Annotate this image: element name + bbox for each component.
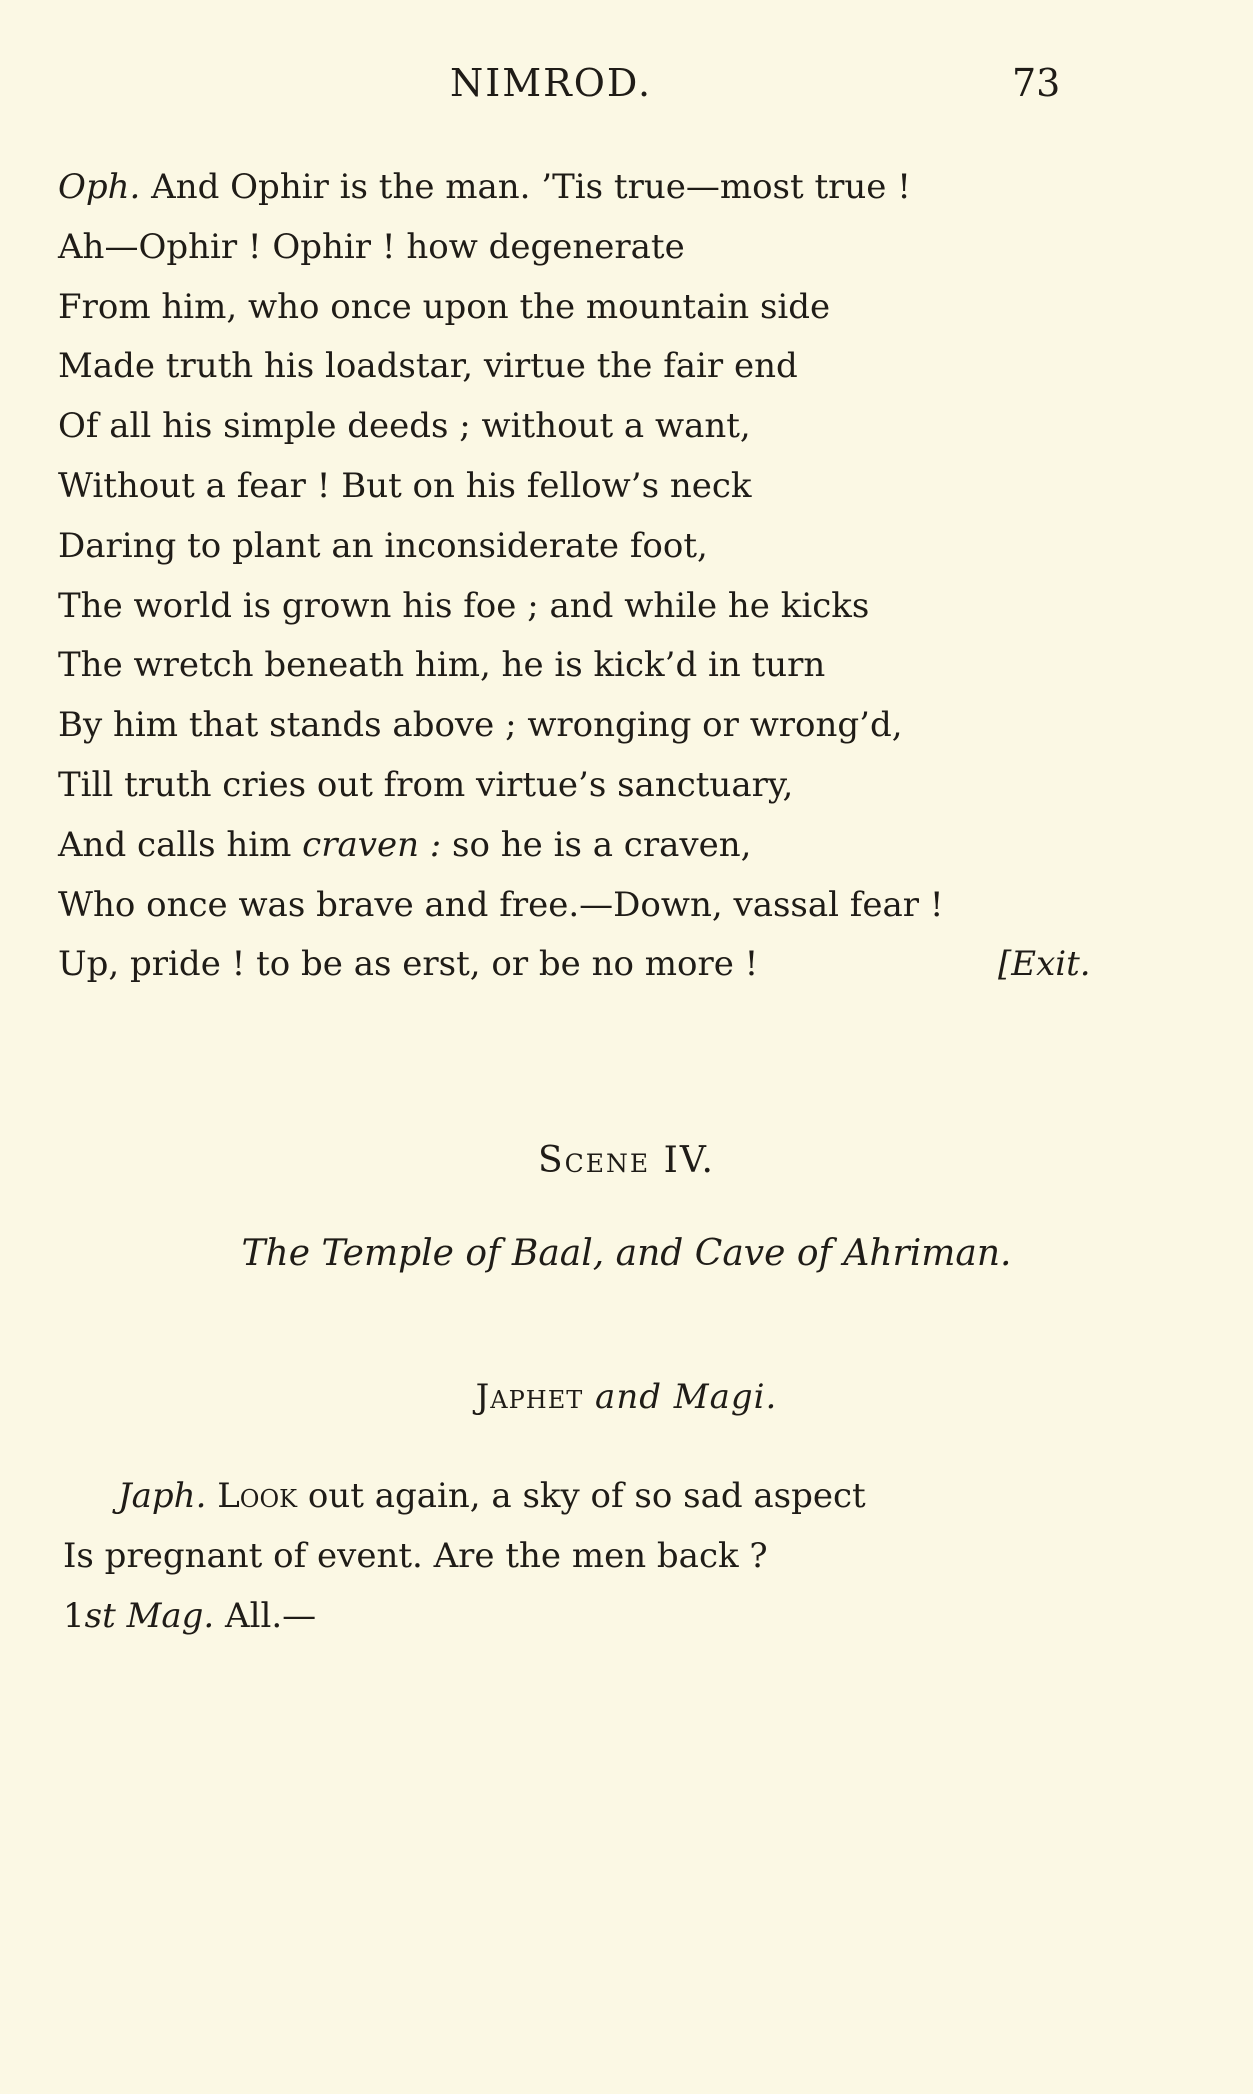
dialogue-first-word: Look <box>217 1476 298 1516</box>
scene-word-rest: cene <box>564 1140 651 1181</box>
verse-line-13: Who once was brave and free.—Down, vassal fear ! <box>58 884 944 925</box>
japhet-text-1: out again, a sky of so sad aspect <box>307 1476 866 1516</box>
exit-direction: [Exit. <box>998 944 1091 985</box>
verse-line-8: The world is grown his foe ; and while he kicks <box>58 585 870 626</box>
verse-line-5: Of all his simple deeds ; without a want, <box>58 406 751 447</box>
page-number: 73 <box>1012 61 1061 105</box>
magus-prefix-number <box>63 1596 116 1636</box>
verse-line-12 <box>58 816 1208 876</box>
verse-text-14: Up, pride ! to be as erst, or be no more ! <box>58 944 759 985</box>
running-title: NIMROD. <box>450 61 653 105</box>
stage-character-magi: and Magi. <box>595 1377 778 1417</box>
speaker-label-oph: Oph. <box>58 167 141 207</box>
verse-line-14 <box>58 935 1208 995</box>
verse-line-10: By him that stands above ; wronging or wrong’d, <box>58 705 903 746</box>
verse-text-1: And Ophir is the man. ’Tis true—most true ! <box>151 167 911 207</box>
speaker-label-mag: Mag. <box>126 1596 215 1636</box>
verse-line-6: Without a fear ! But on his fellow’s neck <box>58 465 752 506</box>
scene-word-initial: S <box>537 1140 565 1181</box>
verse-text-12b: so he is a craven, <box>452 824 752 865</box>
verse-line-2: Ah—Ophir ! Ophir ! how degenerate <box>58 226 685 267</box>
verse-line-1 <box>58 158 1208 218</box>
scene-characters <box>0 1377 1253 1417</box>
scene-heading <box>0 1140 1253 1181</box>
ophir-speech <box>58 158 1208 995</box>
verse-line-11: Till truth cries out from virtue’s sanctuary, <box>58 764 794 805</box>
japhet-line-1 <box>63 1466 866 1526</box>
scene-numeral: IV. <box>663 1140 715 1181</box>
speaker-label-japh: Japh. <box>118 1476 207 1516</box>
magus-number: 1 <box>63 1596 85 1636</box>
magus-line <box>63 1586 866 1646</box>
verse-line-4: Made truth his loadstar, virtue the fair end <box>58 346 798 387</box>
verse-line-3: From him, who once upon the mountain side <box>58 286 831 327</box>
verse-line-7: Daring to plant an inconsiderate foot, <box>58 525 708 566</box>
verse-line-9: The wretch beneath him, he is kick’d in turn <box>58 645 826 686</box>
scene-dialogue <box>63 1466 866 1646</box>
japhet-line-2: Is pregnant of event. Are the men back ? <box>63 1536 768 1576</box>
magus-text: All.— <box>225 1596 317 1636</box>
scene-word <box>538 1140 650 1181</box>
verse-text-craven: craven : <box>302 824 442 865</box>
scene-setting: The Temple of Baal, and Cave of Ahriman. <box>241 1233 1012 1274</box>
magus-number-suffix: st <box>84 1596 116 1636</box>
verse-text-12a: And calls him <box>58 824 292 865</box>
stage-character-japhet: Japhet <box>475 1377 584 1417</box>
